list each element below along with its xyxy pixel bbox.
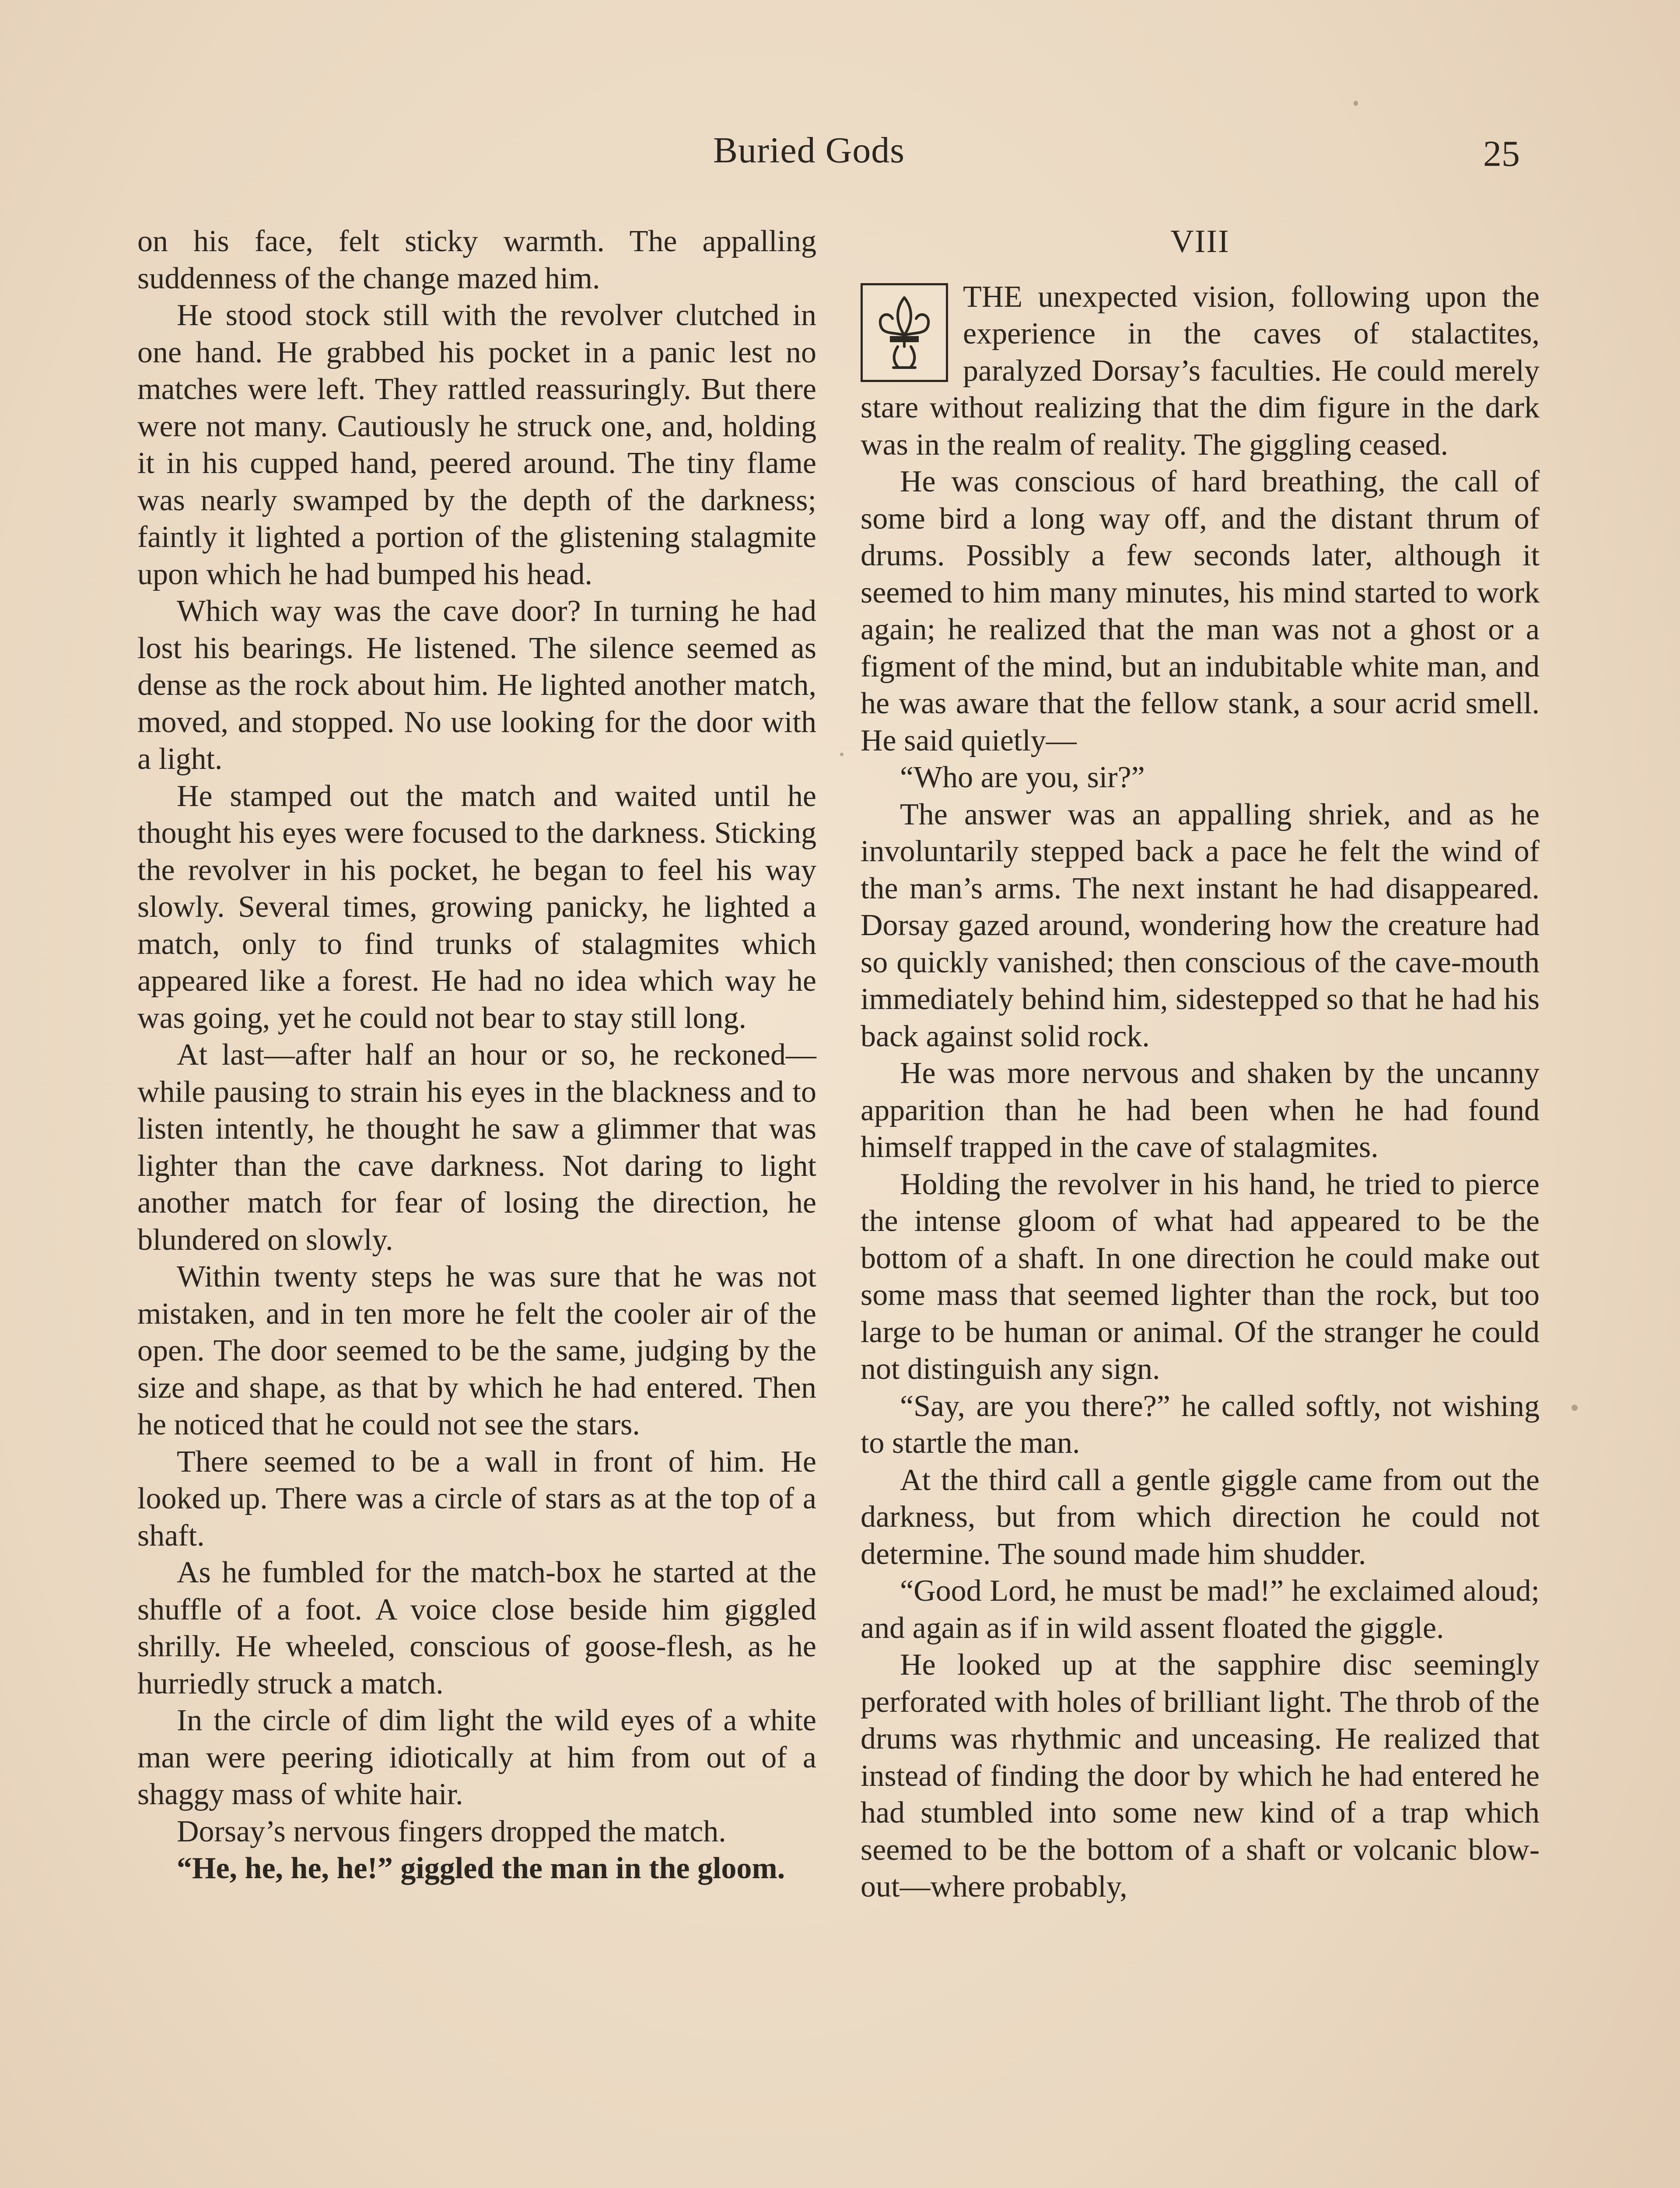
- chapter-heading: VIII: [1170, 224, 1230, 259]
- paragraph: At last—after half an hour or so, he reckoned—while pausing to strain his eyes in the blackness and to listen intently, he thought he saw a glimmer that was lighter than the cave darkness. Not daring to light another match for fear of losing the direction, he blundered on slowly.: [137, 1038, 816, 1257]
- paragraph: As he fumbled for the match-box he started at the shuffle of a foot. A voice close beside him giggled shrilly. He wheeled, conscious of goose-flesh, as he hurriedly struck a match.: [137, 1556, 816, 1701]
- paragraph: In the circle of dim light the wild eyes of a white man were peering idiotically at him from out of a shaggy mass of white hair.: [137, 1704, 816, 1811]
- paragraph: There seemed to be a wall in front of him. He looked up. There was a circle of stars as at the top of a shaft.: [137, 1445, 816, 1553]
- paragraph: “He, he, he, he!” giggled the man in the gloom.: [177, 1851, 785, 1885]
- right-column: [861, 223, 1540, 1906]
- page-number: 25: [1483, 133, 1520, 174]
- paragraph: He was conscious of hard breathing, the call of some bird a long way off, and the distant thrum of drums. Possibly a few seconds later, although it seemed to him many minutes, his mind started to work again; he realized that the man was not a ghost or a figment of the mind, but an indubitable white man, and he was aware that the fellow stank, a sour acrid smell. He said quietly—: [861, 465, 1540, 757]
- paragraph: “Who are you, sir?”: [900, 761, 1145, 794]
- fleur-de-lis-icon: [861, 283, 948, 382]
- paper-speck: [1354, 101, 1358, 106]
- paragraph: He stood stock still with the revolver clutched in one hand. He grabbed his pocket in a panic lest no matches were left. They rattled reassuringly. But there were not many. Cautiously he struck one, and, holding it in his cupped hand, peered around. The tiny flame was nearly swamped by the depth of the darkness; faintly it lighted a portion of the glistening stalagmite upon which he had bumped his head.: [137, 298, 816, 591]
- paragraph: The answer was an appalling shriek, and as he involuntarily stepped back a pace he felt the wind of the man’s arms. The next instant he had disappeared. Dorsay gazed around, wondering how the creature had so quickly vanished; then conscious of the cave-mouth immediately behind him, sidestepped so that he had his back against solid rock.: [861, 797, 1540, 1053]
- running-title: Buried Gods: [713, 130, 905, 171]
- left-column: [137, 223, 816, 1887]
- paragraph: Within twenty steps he was sure that he was not mistaken, and in ten more he felt the cooler air of the open. The door seemed to be the same, judging by the size and shape, as that by which he had entered. Then he noticed that he could not see the stars.: [137, 1260, 816, 1441]
- paragraph: He was more nervous and shaken by the uncanny apparition than he had been when he had found himself trapped in the cave of stalagmites.: [861, 1056, 1540, 1164]
- paragraph: He looked up at the sapphire disc seemingly perforated with holes of brilliant light. The throb of the drums was rhythmic and unceasing. He realized that instead of finding the door by which he had entered he had stumbled into some new kind of a trap which seemed to be the bottom of a shaft or volcanic blow-out—where probably,: [861, 1648, 1540, 1904]
- paragraph: “Good Lord, he must be mad!” he exclaimed aloud; and again as if in wild assent floated the giggle.: [861, 1574, 1540, 1645]
- running-head: [0, 129, 1680, 177]
- paragraph: Dorsay’s nervous fingers dropped the match.: [177, 1814, 726, 1848]
- paragraph: Holding the revolver in his hand, he tried to pierce the intense gloom of what had appeared to be the bottom of a shaft. In one direction he could make out some mass that seemed lighter than the rock, but too large to be human or animal. Of the stranger he could not distinguish any sign.: [861, 1167, 1540, 1386]
- paragraph: At the third call a gentle giggle came from out the darkness, but from which direction he could not determine. The sound made him shudder.: [861, 1463, 1540, 1571]
- paragraph: Which way was the cave door? In turning he had lost his bearings. He listened. The silence seemed as dense as the rock about him. He lighted another match, moved, and stopped. No use looking for the door with a light.: [137, 594, 816, 776]
- paper-speck: [1572, 1405, 1578, 1411]
- paragraph: He stamped out the match and waited until he thought his eyes were focused to the darkness. Sticking the revolver in his pocket, he began to feel his way slowly. Several times, growing panicky, he lighted a match, only to find trunks of stalagmites which appeared like a forest. He had no idea which way he was going, yet he could not bear to stay still long.: [137, 779, 816, 1035]
- paper-speck: [840, 753, 844, 756]
- paragraph: THE unexpected vision, following upon the experience in the caves of stalactites, paralyzed Dorsay’s faculties. He could merely stare without realizing that the dim figure in the dark was in the realm of reality. The giggling ceased.: [861, 280, 1540, 462]
- paragraph: on his face, felt sticky warmth. The appalling suddenness of the change mazed him.: [137, 224, 816, 295]
- paragraph: “Say, are you there?” he called softly, not wishing to startle the man.: [861, 1389, 1540, 1460]
